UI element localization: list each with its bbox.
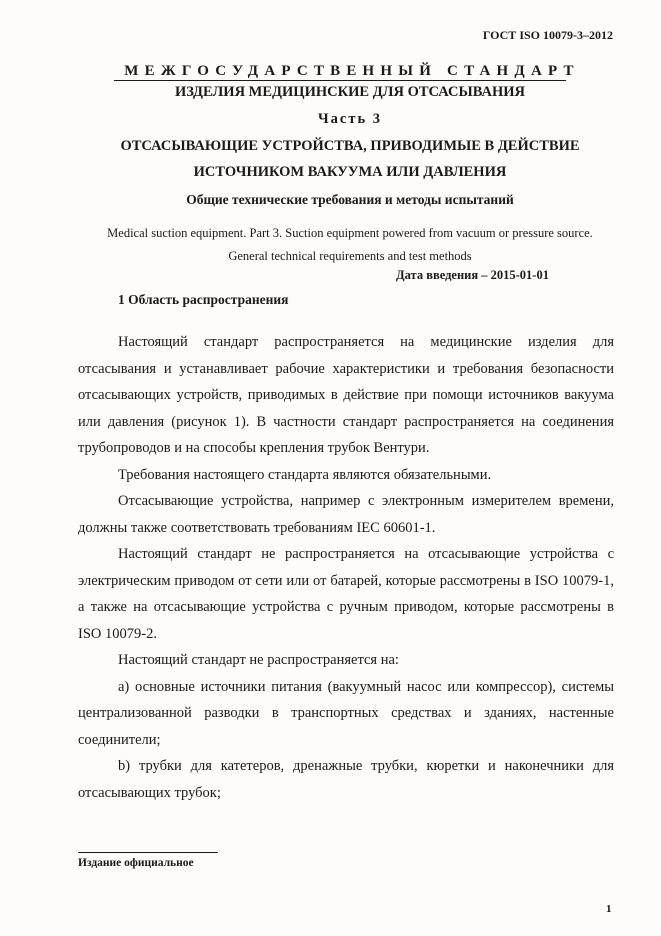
- header-rule: [114, 80, 566, 81]
- paragraph: Требования настоящего стандарта являются обязательными.: [118, 466, 492, 483]
- paragraph: Настоящий стандарт не распространяется на:: [118, 652, 399, 668]
- title-subtitle: Общие технические требования и методы испытаний: [186, 192, 514, 207]
- standard-type-heading: МЕЖГОСУДАРСТВЕННЫЙ СТАНДАРТ: [124, 63, 580, 79]
- page-number: 1: [606, 903, 612, 915]
- section-heading: 1 Область распространения: [118, 292, 289, 307]
- paragraph: Настоящий стандарт не распространяется на отсасывающие устройства с электрическим приводом от сети или от батарей, которые рассмотрены в ISO 10079-1, а также на отсасывающие устройства с ручным приводом, которые рассмотрены в ISO 10079-2.: [78, 546, 614, 642]
- title-line-1: ИЗДЕЛИЯ МЕДИЦИНСКИЕ ДЛЯ ОТСАСЫВАНИЯ: [175, 84, 525, 100]
- list-item: а) основные источники питания (вакуумный насос или компрессор), системы централизованной разводки в транспортных средствах и зданиях, настенные соединители;: [78, 678, 614, 748]
- english-title-line-2: General technical requirements and test methods: [228, 249, 472, 263]
- list-item: b) трубки для катетеров, дренажные трубки, кюретки и наконечники для отсасывающих трубок;: [78, 758, 614, 801]
- edition-note: Издание официальное: [78, 857, 194, 869]
- title-line-3: ИСТОЧНИКОМ ВАКУУМА ИЛИ ДАВЛЕНИЯ: [193, 164, 507, 180]
- title-line-2: ОТСАСЫВАЮЩИЕ УСТРОЙСТВА, ПРИВОДИМЫЕ В ДЕЙСТВИЕ: [120, 138, 580, 154]
- footer-rule: [78, 852, 218, 853]
- title-part: Часть 3: [318, 111, 382, 127]
- paragraph: Настоящий стандарт распространяется на медицинские изделия для отсасывания и устанавливает рабочие характеристики и требования безопасности отсасывающих устройств, приводимых в действие при помощи источников вакуума или давления (рисунок 1). В частности стандарт распространяется на соединения трубопроводов и на способы крепления трубок Вентури.: [78, 334, 614, 456]
- section-body: [78, 329, 614, 806]
- document-code: ГОСТ ISO 10079-3–2012: [482, 28, 613, 42]
- paragraph: Отсасывающие устройства, например с электронным измерителем времени, должны также соответствовать требованиям IEC 60601-1.: [78, 493, 614, 536]
- english-title-line-1: Medical suction equipment. Part 3. Suction equipment powered from vacuum or pressure source.: [107, 226, 593, 240]
- introduction-date: Дата введения – 2015-01-01: [396, 268, 549, 282]
